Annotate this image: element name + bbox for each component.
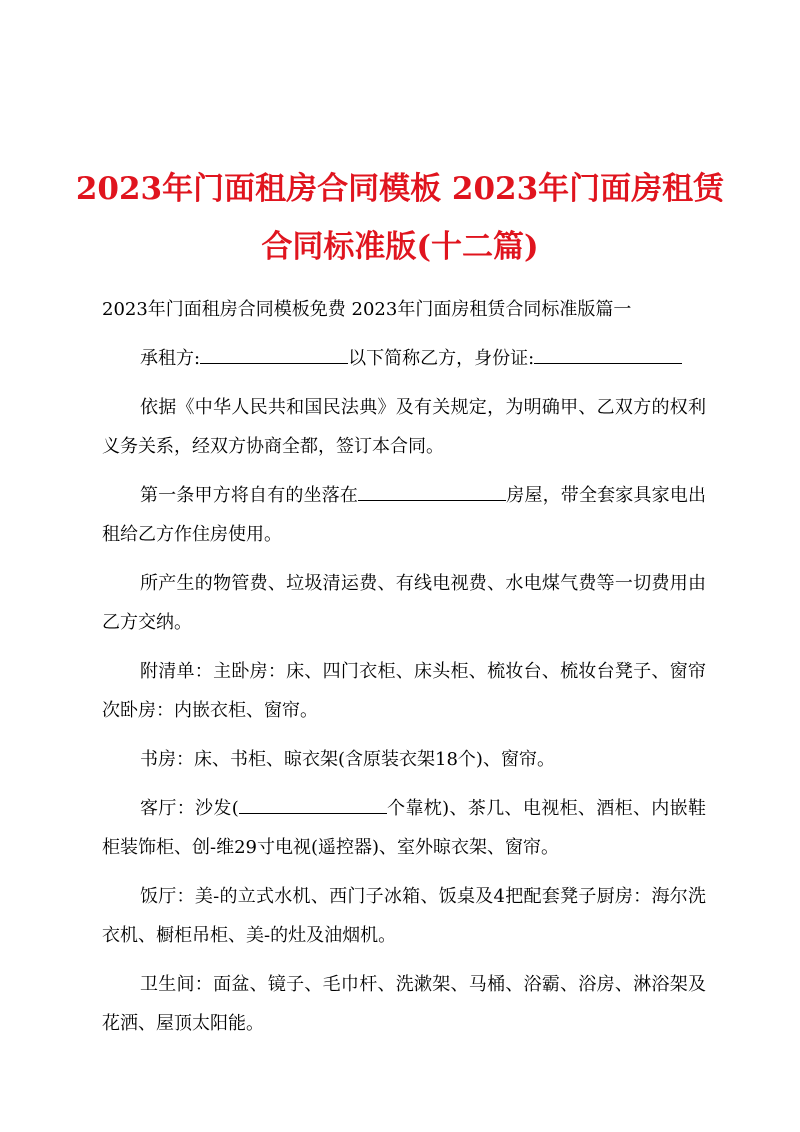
tenant-label: 承租方: [140, 348, 201, 369]
fees-paragraph: 所产生的物管费、垃圾清运费、有线电视费、水电煤气费等一切费用由乙方交纳。 [102, 573, 706, 633]
bathroom-paragraph: 卫生间：面盆、镜子、毛巾杆、洗漱架、马桶、浴霸、浴房、淋浴架及花洒、屋顶太阳能。 [102, 974, 706, 1034]
tenant-name-blank [200, 347, 348, 364]
document-body [102, 290, 706, 1053]
basis-paragraph: 依据《中华人民共和国民法典》及有关规定，为明确甲、乙双方的权利义务关系，经双方协商全都，签订本合同。 [102, 397, 706, 457]
tenant-id-label: 以下简称乙方，身份证: [348, 348, 535, 369]
article-one-text-b: 房屋，带全套家具家电出租给乙方作住房使用。 [102, 485, 707, 545]
article-one-text-a: 第一条甲方将自有的坐落在 [140, 485, 359, 506]
dining-paragraph: 饭厅：美-的立式水机、西门子冰箱、饭桌及4把配套凳子厨房：海尔洗衣机、橱柜吊柜、美-的灶及油烟机。 [102, 886, 706, 946]
living-room-text-a: 客厅：沙发( [140, 798, 239, 819]
document-title [60, 160, 740, 276]
pillow-count-blank [239, 797, 387, 814]
study-paragraph: 书房：床、书柜、晾衣架(含原装衣架18个)、窗帘。 [140, 749, 555, 770]
inventory-paragraph: 附清单：主卧房：床、四门衣柜、床头柜、梳妆台、梳妆台凳子、窗帘次卧房：内嵌衣柜、窗帘。 [102, 661, 706, 721]
property-location-blank [358, 484, 506, 501]
section-heading: 2023年门面租房合同模板免费 2023年门面房租赁合同标准版篇一 [102, 299, 632, 320]
tenant-id-blank [534, 347, 682, 364]
article-one-paragraph [102, 476, 706, 554]
title-line-2: 合同标准版(十二篇) [261, 229, 539, 265]
living-room-paragraph [102, 789, 706, 867]
title-line-1: 2023年门面租房合同模板 2023年门面房租赁 [75, 171, 725, 207]
living-room-text-b: 个靠枕)、茶几、电视柜、酒柜、内嵌鞋柜装饰柜、创-维29寸电视(遥控器)、室外晾衣架、窗帘。 [102, 798, 706, 858]
tenant-line [102, 339, 706, 378]
